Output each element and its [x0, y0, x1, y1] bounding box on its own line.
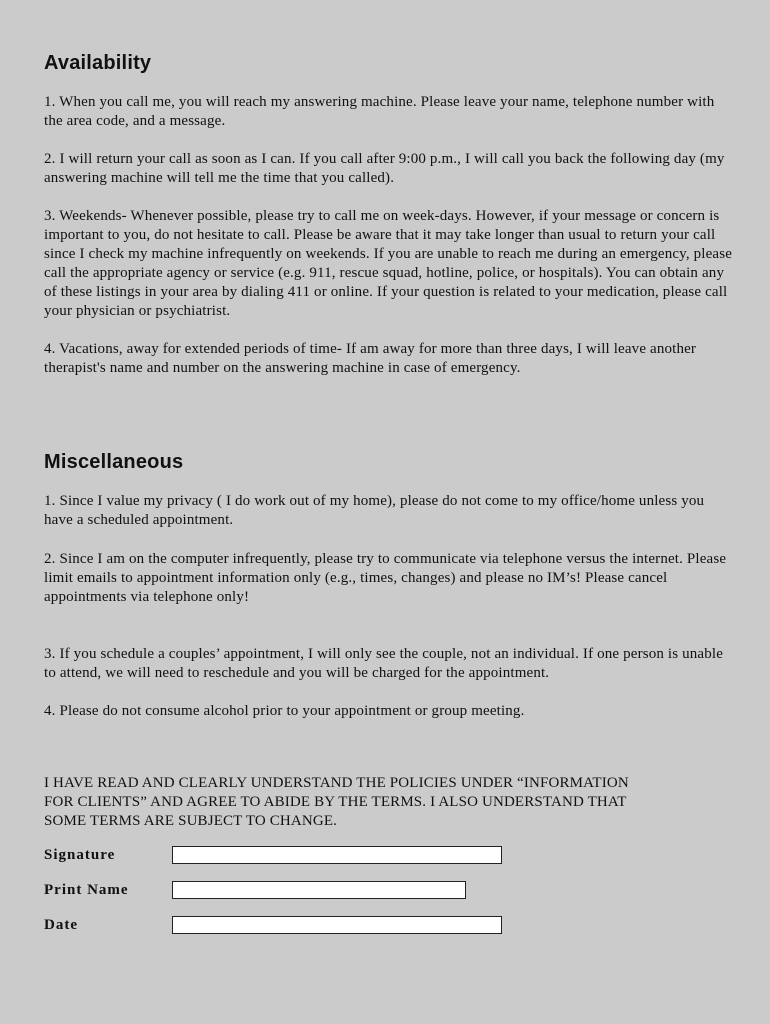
- acknowledgement-statement: I HAVE READ AND CLEARLY UNDERSTAND THE POLICIES UNDER “INFORMATION FOR CLIENTS” AND AGREE TO ABIDE BY THE TERMS. I ALSO UNDERSTAND THAT SOME TERMS ARE SUBJECT TO CHANGE.: [44, 775, 629, 829]
- availability-heading: Availability: [44, 52, 152, 74]
- miscellaneous-item-2: 2. Since I am on the computer infrequently, please try to communicate via telephone versus the internet. Please limit emails to appointment information only (e.g., times, changes) and please no IM’s! Please cancel appointments via telephone only!: [44, 551, 727, 605]
- signature-field[interactable]: [172, 846, 502, 864]
- signature-label: Signature: [44, 847, 116, 863]
- availability-item-1: 1. When you call me, you will reach my answering machine. Please leave your name, telephone number with the area code, and a message.: [44, 94, 715, 129]
- miscellaneous-item-4: 4. Please do not consume alcohol prior to your appointment or group meeting.: [44, 703, 525, 719]
- availability-item-3: 3. Weekends- Whenever possible, please try to call me on week-days. However, if your message or concern is important to you, do not hesitate to call. Please be aware that it may take longer than usual to return your call since I check my machine infrequently on weekends. If you are unable to reach me during an emergency, please call the appropriate agency or service (e.g. 911, rescue squad, hotline, police, or hospitals). You can obtain any of these listings in your area by dialing 411 or online. If your question is related to your medication, please call your physician or psychiatrist.: [44, 208, 733, 319]
- print-name-field[interactable]: [172, 881, 466, 899]
- miscellaneous-item-1: 1. Since I value my privacy ( I do work out of my home), please do not come to my office/home unless you have a scheduled appointment.: [44, 493, 705, 528]
- date-field[interactable]: [172, 916, 502, 934]
- date-label: Date: [44, 917, 78, 933]
- print-name-label: Print Name: [44, 882, 129, 898]
- miscellaneous-heading: Miscellaneous: [44, 451, 184, 473]
- miscellaneous-item-3: 3. If you schedule a couples’ appointment, I will only see the couple, not an individual. If one person is unable to attend, we will need to reschedule and you will be charged for the appointment.: [44, 646, 724, 681]
- availability-item-2: 2. I will return your call as soon as I can. If you call after 9:00 p.m., I will call you back the following day (my answering machine will tell me the time that you called).: [44, 151, 725, 186]
- availability-item-4: 4. Vacations, away for extended periods of time- If am away for more than three days, I will leave another therapist's name and number on the answering machine in case of emergency.: [44, 341, 697, 376]
